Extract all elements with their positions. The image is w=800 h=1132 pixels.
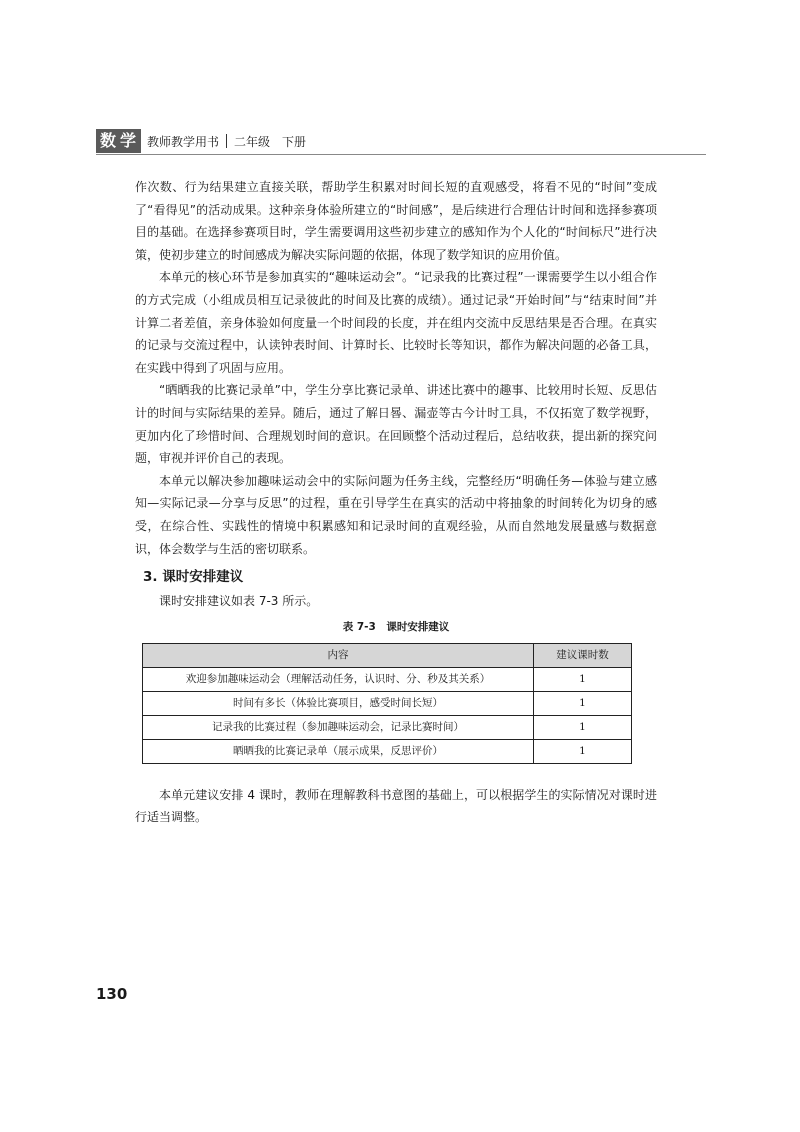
header-content: 内容 xyxy=(143,643,534,667)
row-hours: 1 xyxy=(534,691,632,715)
table-header-row xyxy=(143,643,632,667)
row-content: 记录我的比赛过程（参加趣味运动会，记录比赛时间） xyxy=(143,715,534,739)
page-body xyxy=(135,176,657,829)
section-heading: 3. 课时安排建议 xyxy=(143,569,244,586)
paragraph-2: 本单元的核心环节是参加真实的“趣味运动会”。“记录我的比赛过程”一课需要学生以小组合作的方式完成（小组成员相互记录彼此的时间及比赛的成绩）。通过记录“开始时间”与“结束时间”并计算二者差值，亲身体验如何度量一个时间段的长度，并在组内交流中反思结果是否合理。在真实的记录与交流过程中，认读钟表时间、计算时长、比较时长等知识，都作为解决问题的必备工具，在实践中得到了巩固与应用。 xyxy=(135,270,657,375)
logo-char-1: 数 xyxy=(100,131,118,150)
row-content: 时间有多长（体验比赛项目，感受时间长短） xyxy=(143,691,534,715)
table-row xyxy=(143,691,632,715)
logo-char-2: 学 xyxy=(120,131,138,150)
lesson-plan-table xyxy=(142,643,632,764)
table-caption: 表 7-3 课时安排建议 xyxy=(342,620,450,633)
closing-paragraph: 本单元建议安排 4 课时，教师在理解教科书意图的基础上，可以根据学生的实际情况对课时进行适当调整。 xyxy=(135,787,657,825)
row-content: 欢迎参加趣味运动会（理解活动任务，认识时、分、秒及其关系） xyxy=(143,667,534,691)
paragraph-3: “晒晒我的比赛记录单”中，学生分享比赛记录单、讲述比赛中的趣事、比较用时长短、反思估计的时间与实际结果的差异。随后，通过了解日晷、漏壶等古今计时工具，不仅拓宽了数学视野，更加内化了珍惜时间、合理规划时间的意识。在回顾整个活动过程后，总结收获，提出新的探究问题，审视并评价自己的表现。 xyxy=(135,383,657,466)
paragraph-1: 作次数、行为结果建立直接关联，帮助学生积累对时间长短的直观感受，将看不见的“时间”变成了“看得见”的活动成果。这种亲身体验所建立的“时间感”，是后续进行合理估计时间和选择参赛项目的基础。在选择参赛项目时，学生需要调用这些初步建立的感知作为个人化的“时间标尺”进行决策，使初步建立的时间感成为解决实际问题的依据，体现了数学知识的应用价值。 xyxy=(135,180,657,262)
row-content: 晒晒我的比赛记录单（展示成果，反思评价） xyxy=(143,739,534,763)
grade-label: 二年级 下册 xyxy=(234,134,307,149)
subject-logo xyxy=(96,129,141,153)
table-row xyxy=(143,715,632,739)
table-row xyxy=(143,667,632,691)
header-divider xyxy=(226,134,227,148)
header-rule xyxy=(96,154,706,155)
page-number: 130 xyxy=(96,985,128,1003)
row-hours: 1 xyxy=(534,715,632,739)
running-header xyxy=(96,128,306,154)
book-title: 教师教学用书 xyxy=(147,134,220,149)
header-hours: 建议课时数 xyxy=(534,643,632,667)
table-row xyxy=(143,739,632,763)
row-hours: 1 xyxy=(534,739,632,763)
row-hours: 1 xyxy=(534,667,632,691)
section-intro: 课时安排建议如表 7-3 所示。 xyxy=(159,594,319,609)
paragraph-4: 本单元以解决参加趣味运动会中的实际问题为任务主线，完整经历“明确任务—体验与建立感知—实际记录—分享与反思”的过程，重在引导学生在真实的活动中将抽象的时间转化为切身的感受，在综合性、实践性的情境中积累感知和记录时间的直观经验，从而自然地发展量感与数据意识，体会数学与生活的密切联系。 xyxy=(135,473,657,556)
